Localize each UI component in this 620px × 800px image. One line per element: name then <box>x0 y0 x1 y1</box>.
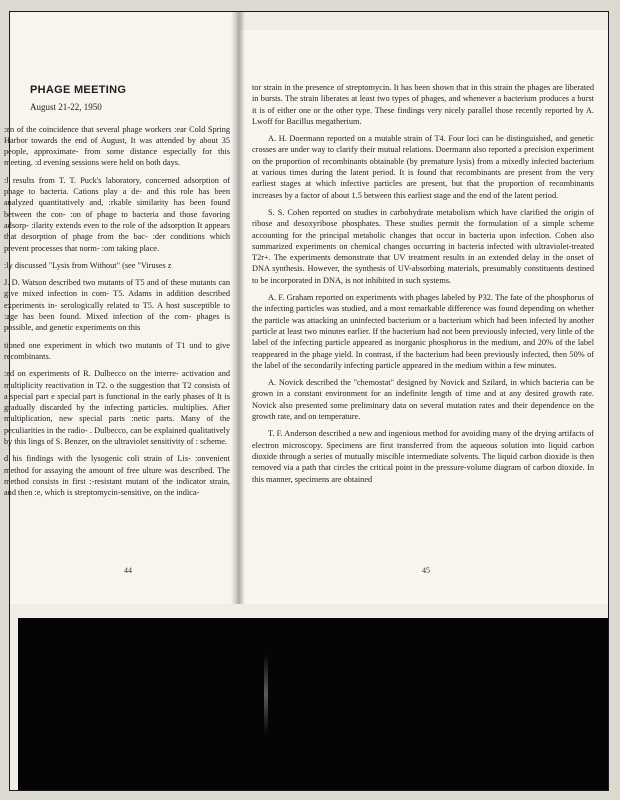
photo-frame <box>4 11 609 791</box>
dark-background <box>18 618 608 790</box>
paragraph: tor strain in the presence of streptomycin. It has been shown that in this strain the phages are liberated in bursts. The strain liberates at least two types of phages, and whenever a bacterium produces a burst it is of either one or the other type. These findings very nicely parallel those recently reported by A. Lwoff for Bacillus megatherium. <box>252 83 594 126</box>
left-page <box>4 12 240 604</box>
paragraph: J. D. Watson described two mutants of T5 and of these mutants can give mixed infection in com- T5. Adams in addition described experiments in- serologically related to T5. A host susceptible to :age has been found. Mixed infection of the com- phages is possible, and genetic experiments on this <box>4 278 230 333</box>
paragraph: A. F. Graham reported on experiments with phages labeled by P32. The fate of the phosphorus of the infecting particles was studied, and a most remarkable difference was found depending on whether the particle was attacking an uninfected bacterium or a bacterium which had been infected by another particle at least two minutes earlier. If the bacterium had not been previously infected, very little of the label of the infecting particle appeared as inorganic phosphorus in the medium, and 20% of the label reappeared in the phage yield. In contrast, if the bacterium had been previously infected, then 50% of the label of the secondarily infecting particle appeared in the medium within a few minutes. <box>252 293 594 370</box>
paragraph: tioned one experiment in which two mutants of T1 und to give recombinants. <box>4 340 230 361</box>
book-photograph <box>4 12 608 790</box>
page-number-right: 45 <box>422 566 430 575</box>
paragraph: A. H. Doermann reported on a mutable strain of T4. Four loci can be distinguished, and genetic crosses are under way to clarify their mutual relations. Doermann also reported a precision experiment on the proportion of recombinants obtainable (by premature lysis) from a mixedly infected bacterium at various times during the latent period. It is found that recombinants are present from the very earliest stages at which infective particles are present, but that the proportion of recombinants increases by a factor of about 1.5 between this earliest stage and the end of the latent period. <box>252 134 594 200</box>
page-title: PHAGE MEETING <box>30 84 127 96</box>
paragraph: :en of the coincidence that several phage workers :ear Cold Spring Harbor towards the end of August, It was attended by about 35 people, approximate- from some distance especially for this meeting. :d evening sessions were held on both days. <box>4 124 230 168</box>
paragraph: A. Novick described the "chemostat" designed by Novick and Szilard, in which bacteria can be grown in a constant environment for an indefinite length of time and at any desired growth rate. Novick also presented some preliminary data on several mutation rates and their dependence on the growth rate, and on temperature. <box>252 378 594 422</box>
left-page-text <box>4 85 230 505</box>
meeting-date: August 21-22, 1950 <box>30 102 102 113</box>
paragraph: T. F. Anderson described a new and ingenious method for avoiding many of the drying artifacts of electron microscopy. Specimens are first transferred from the aqueous solution into liquid carbon dioxide through a series of mutually miscible intermediate solvents. The liquid carbon dioxide is then removed via a path that circles the critical point in the pressure-volume diagram of carbon dioxide. In this manner, specimens are obtained <box>252 429 594 484</box>
paragraph: :ed on experiments of R. Dulbecco on the interre- activation and multiplicity reactivation in T2. o the suggestion that T2 consists of a special part e special part is functional in the early phases of It is gradually discarded by the infecting particles. multiplies. After multiplication, new special parts :netic parts. Many of the peculiarities in the radio- . Dulbecco, can be explained qualitatively by this lings of S. Benzer, on the ultraviolet sensitivity of : scheme. <box>4 369 230 447</box>
right-page-text <box>252 82 594 491</box>
light-reflection <box>264 654 268 734</box>
paragraph: S. S. Cohen reported on studies in carbohydrate metabolism which have clarified the origin of ribose and desoxyribose phosphates. These studies permit the formulation of a simple scheme accounting for the principal metabolic changes that occur in bacteria upon infection. Cohen also summarized experiments on chemical changes occurring in bacteria infected with ultraviolet-treated T2r+. The experiments demonstrate that UV treatment results in an extended delay in the onset of DNA synthesis. However, the synthesis of UV-absorbing materials, presumably constituents destined to be incorporated in DNA, is not inhibited in such systems. <box>252 207 594 285</box>
right-page <box>238 30 608 604</box>
paragraph: :ly discussed "Lysis from Without" (see "Viruses z <box>4 260 172 270</box>
paragraph: d his findings with the lysogenic coli strain of Lis- :onvenient method for assaying the amount of free ulture was described. The method consists in first :-resistant mutant of the indicator strain, and then :e, which is streptomycin-sensitive, on the indica- <box>4 454 230 498</box>
paragraph: :l results from T. T. Puck's laboratory, concerned adsorption of phage to bacteria. Cations play a de- and this role has been analyzed quantitatively and, :rkable similarity has been found between the con- :on of phage to bacteria and those favoring adsorp- :ilarity extends even to the role of the adsorption It appears that desorption of phage from the bac- :der conditions which prevent processes that norm- :om taking place. <box>4 175 230 253</box>
page-number-left: 44 <box>124 566 132 575</box>
book-gutter-shadow <box>231 12 245 604</box>
